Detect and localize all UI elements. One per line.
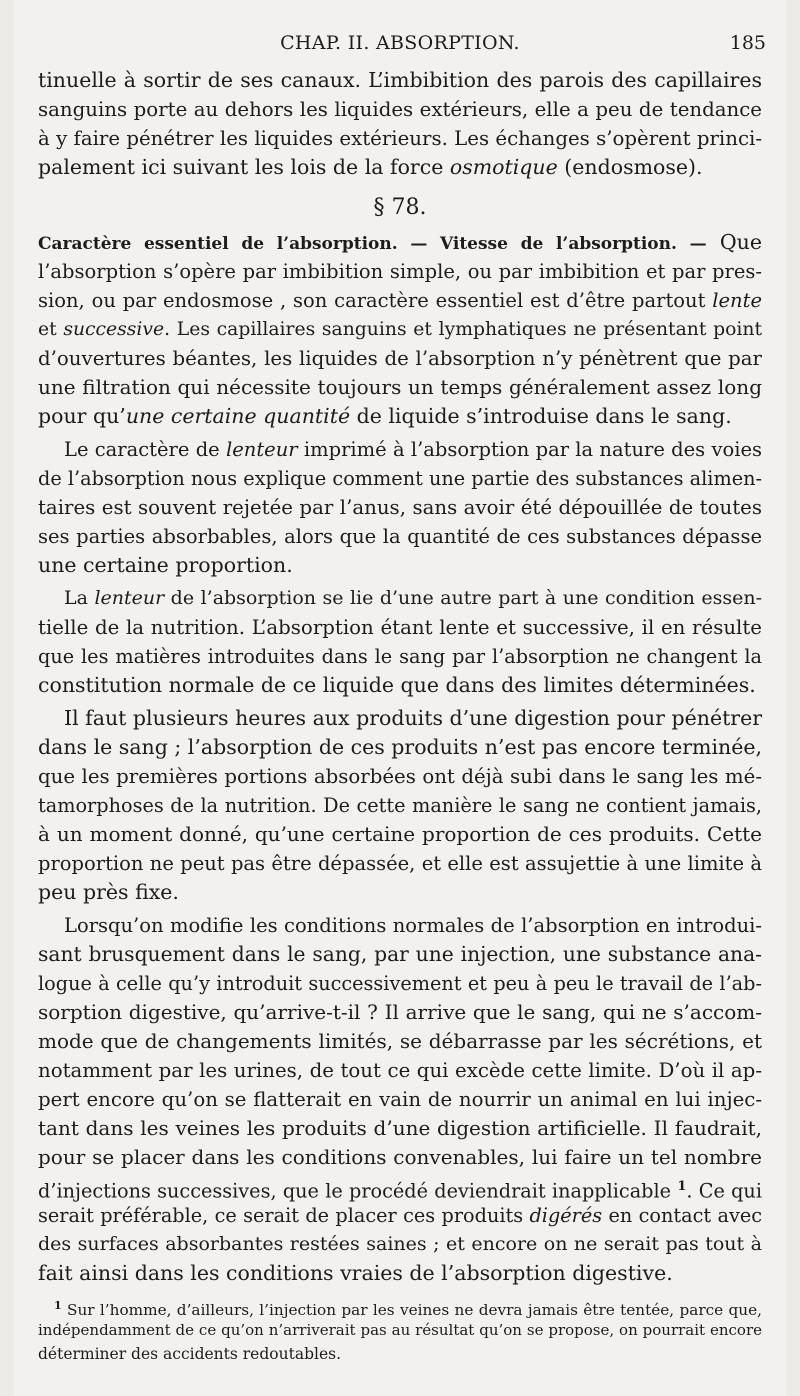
text-line (38, 315, 762, 344)
text-line: tinuelle à sortir de ses canaux. L’imbibition des parois des capillaires (38, 68, 762, 92)
text-line: logue à celle qu’y introduit successivement et peu à peu le travail de l’ab- (38, 972, 762, 995)
text-line: tielle de la nutrition. L’absorption étant lente et successive, il en résulte (38, 616, 762, 639)
text-run: Que (706, 230, 762, 254)
text-line: peu près fixe. (38, 880, 179, 904)
footnote-reference: 1 (677, 1179, 687, 1194)
text-run: Le caractère de (64, 438, 226, 461)
italic-term: successive (63, 319, 165, 340)
text-line: l’absorption s’opère par imbibition simple, ou par imbibition et par pres- (38, 260, 762, 283)
paragraph-5 (38, 704, 762, 907)
page-number: 185 (729, 32, 766, 54)
text-line: que les matières introduites dans le sang par l’absorption ne changent la (38, 645, 762, 668)
paragraph-3 (38, 435, 762, 580)
paragraph-1 (38, 66, 762, 182)
text-run: serait préférable, ce serait de placer ces produits (38, 1204, 530, 1227)
text-line: dans le sang ; l’absorption de ces produits n’est pas encore terminée, (38, 735, 762, 759)
text-run: . Les capillaires sanguins et lymphatiques ne présentant point (164, 319, 763, 340)
running-header (0, 30, 800, 60)
italic-term: digérés (529, 1204, 603, 1227)
text-run: d’injections successives, que le procédé deviendrait inapplicable (38, 1179, 678, 1203)
section-heading: Caractère essentiel de l’absorption. — Vitesse de l’absorption. — (38, 234, 707, 254)
text-line (38, 286, 762, 315)
italic-term: lenteur (226, 438, 298, 461)
text-line: Lorsqu’on modifie les conditions normales de l’absorption en introdui- (64, 914, 762, 937)
paragraph-2 (38, 228, 762, 431)
text-line (38, 1172, 762, 1201)
text-line (38, 228, 762, 257)
text-run: et (38, 319, 64, 340)
text-line: une certaine proportion. (38, 553, 293, 577)
text-run: La (64, 587, 95, 609)
text-line (38, 153, 762, 182)
text-line: pour se placer dans les conditions convenables, lui faire un tel nombre (38, 1145, 762, 1169)
italic-term: lenteur (94, 587, 165, 609)
text-line (38, 402, 762, 431)
italic-term: lente (712, 289, 762, 312)
text-run: pour qu’ (38, 404, 126, 428)
page-body (38, 66, 762, 1366)
footnote-line: indépendamment de ce qu’on n’arriverait pas au résultat qu’on se propose, on pourrait encore (38, 1321, 762, 1339)
text-run: palement ici suivant les lois de la force (38, 155, 450, 179)
text-line: d’ouvertures béantes, les liquides de l’absorption n’y pénètrent que par (38, 347, 762, 370)
text-line: tamorphoses de la nutrition. De cette manière le sang ne contient jamais, (38, 794, 762, 817)
text-line: taires est souvent rejetée par l’anus, sans avoir été dépouillée de toutes (38, 496, 762, 519)
section-number: § 78. (373, 195, 427, 220)
text-line: proportion ne peut pas être dépassée, et elle est assujettie à une limite à (38, 852, 762, 875)
text-line: sorption digestive, qu’arrive-t-il ? Il arrive que le sang, qui ne s’accom- (38, 1000, 762, 1024)
text-line: Il faut plusieurs heures aux produits d’une digestion pour pénétrer (64, 706, 763, 730)
text-line: pert encore qu’on se flatterait en vain de nourrir un animal en lui injec- (38, 1088, 762, 1111)
text-line (38, 1201, 762, 1230)
text-run: de l’absorption se lie d’une autre part à une condition essen- (164, 587, 763, 609)
text-line: sant brusquement dans le sang, par une injection, une substance ana- (38, 942, 762, 966)
text-line: sanguins porte au dehors les liquides extérieurs, elle a peu de tendance (38, 98, 762, 121)
text-run: en contact avec (602, 1204, 763, 1227)
paragraph-4 (38, 584, 762, 700)
text-run: de liquide s’introduise dans le sang. (350, 404, 732, 428)
text-line: des surfaces absorbantes restées saines ; et encore on ne serait pas tout à (38, 1233, 762, 1255)
text-line: de l’absorption nous explique comment une partie des substances alimen- (38, 467, 762, 490)
text-run: . Ce qui (686, 1179, 762, 1203)
text-line: notamment par les urines, de tout ce qui excède cette limite. D’où il ap- (38, 1059, 762, 1082)
text-line (38, 584, 762, 613)
text-line (38, 435, 762, 464)
text-line: à un moment donné, qu’une certaine proportion de ces produits. Cette (38, 822, 762, 846)
text-line: que les premières portions absorbées ont déjà subi dans le sang les mé- (38, 765, 762, 788)
text-run: imprimé à l’absorption par la nature des voies (297, 438, 762, 461)
text-run: sion, ou par endosmose , son caractère essentiel est d’être partout (38, 289, 713, 312)
footnote (38, 1294, 762, 1366)
chapter-title: CHAP. II. ABSORPTION. (280, 32, 520, 54)
text-line: une filtration qui nécessite toujours un temps généralement assez long (38, 375, 762, 399)
footnote-line (38, 1294, 762, 1318)
text-line: à y faire pénétrer les liquides extérieurs. Les échanges s’opèrent princi- (38, 127, 762, 150)
italic-term: osmotique (449, 155, 558, 179)
footnote-marker: 1 (54, 1299, 62, 1312)
text-line: fait ainsi dans les conditions vraies de l’absorption digestive. (38, 1261, 673, 1285)
text-run: Sur l’homme, d’ailleurs, l’injection par les veines ne devra jamais être tentée, parce que, (61, 1301, 762, 1320)
italic-term: une certaine quantité (125, 404, 351, 428)
footnote-line: déterminer des accidents redoutables. (38, 1345, 341, 1363)
text-run: (endosmose). (557, 155, 703, 179)
text-line: mode que de changements limités, se débarrasse par les sécrétions, et (38, 1029, 762, 1053)
text-line: ses parties absorbables, alors que la quantité de ces substances dépasse (38, 525, 762, 548)
paragraph-6 (38, 911, 762, 1288)
text-line: constitution normale de ce liquide que dans des limites déterminées. (38, 673, 756, 697)
text-line: tant dans les veines les produits d’une digestion artificielle. Il faudrait, (38, 1116, 762, 1140)
